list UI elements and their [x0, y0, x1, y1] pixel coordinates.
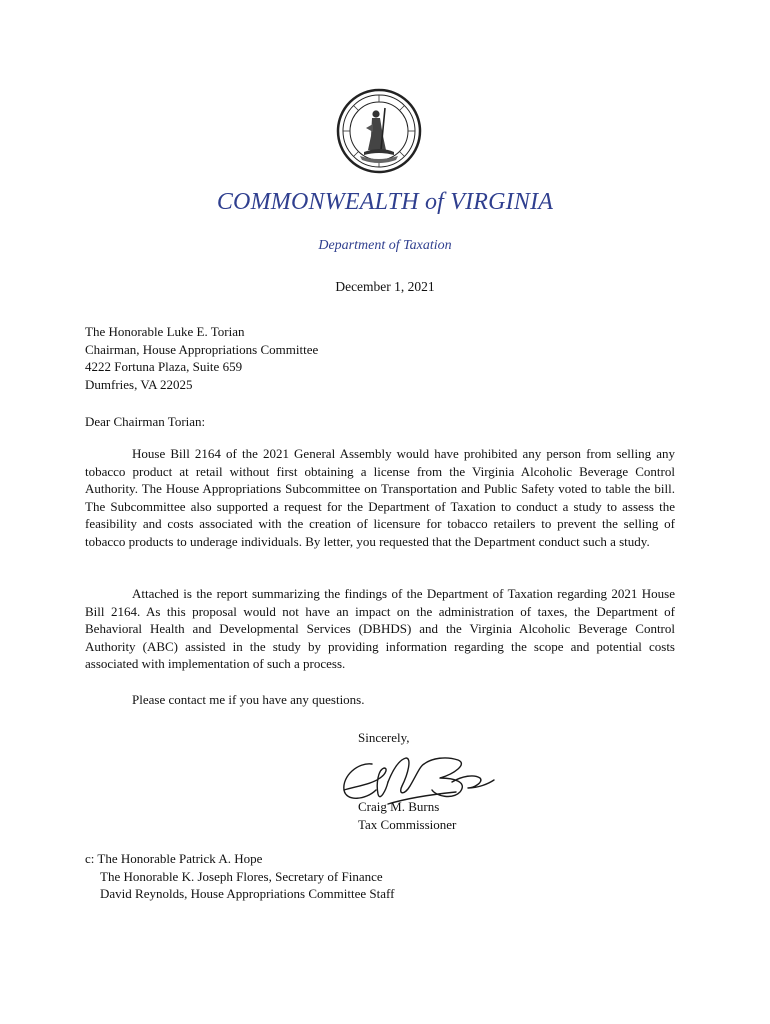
letter-date: December 1, 2021	[335, 279, 435, 294]
cc-line-1: c: The Honorable Patrick A. Hope	[85, 851, 263, 866]
agency-title: COMMONWEALTH of VIRGINIA	[216, 189, 554, 215]
signer-block	[358, 798, 456, 833]
cc-list	[85, 850, 394, 903]
body-paragraph-1: House Bill 2164 of the 2021 General Assembly would have prohibited any person from selling any tobacco product at retail without first obtaining a license from the Virginia Alcoholic Beverage Control Authority. The House Appropriations Subcommittee on Transportation and Public Safety voted to table the bill. The Subcommittee also supported a request for the Department of Taxation to conduct a study to assess the feasibility and costs associated with the creation of licensure for tobacco retailers to prevent the selling of tobacco products to underage individuals. By letter, you requested that the Department conduct such a study.	[85, 446, 675, 549]
cc-line-2: The Honorable K. Joseph Flores, Secretary of Finance	[100, 868, 383, 884]
recipient-title: Chairman, House Appropriations Committee	[85, 341, 319, 357]
signer-name: Craig M. Burns	[358, 799, 440, 814]
cc-line-3: David Reynolds, House Appropriations Committee Staff	[100, 886, 395, 901]
salutation: Dear Chairman Torian:	[85, 414, 206, 429]
body-paragraph-2: Attached is the report summarizing the findings of the Department of Taxation regarding 2021 House Bill 2164. As this proposal would not have an impact on the administration of taxes, the Department of Behavioral Health and Developmental Services (DBHDS) and the Virginia Alcoholic Beverage Control Authority (ABC) assisted in the study by providing information regarding the scope and potential costs associated with implementation of such a process.	[85, 586, 675, 671]
recipient-address	[85, 323, 645, 393]
recipient-name: The Honorable Luke E. Torian	[85, 324, 245, 339]
body-paragraph-3: Please contact me if you have any questions.	[132, 692, 365, 707]
recipient-street: 4222 Fortuna Plaza, Suite 659	[85, 359, 243, 374]
department-title: Department of Taxation	[318, 238, 452, 253]
virginia-seal-icon	[336, 88, 422, 174]
closing: Sincerely,	[358, 730, 410, 745]
recipient-city: Dumfries, VA 22025	[85, 376, 193, 392]
signer-title: Tax Commissioner	[358, 816, 457, 832]
